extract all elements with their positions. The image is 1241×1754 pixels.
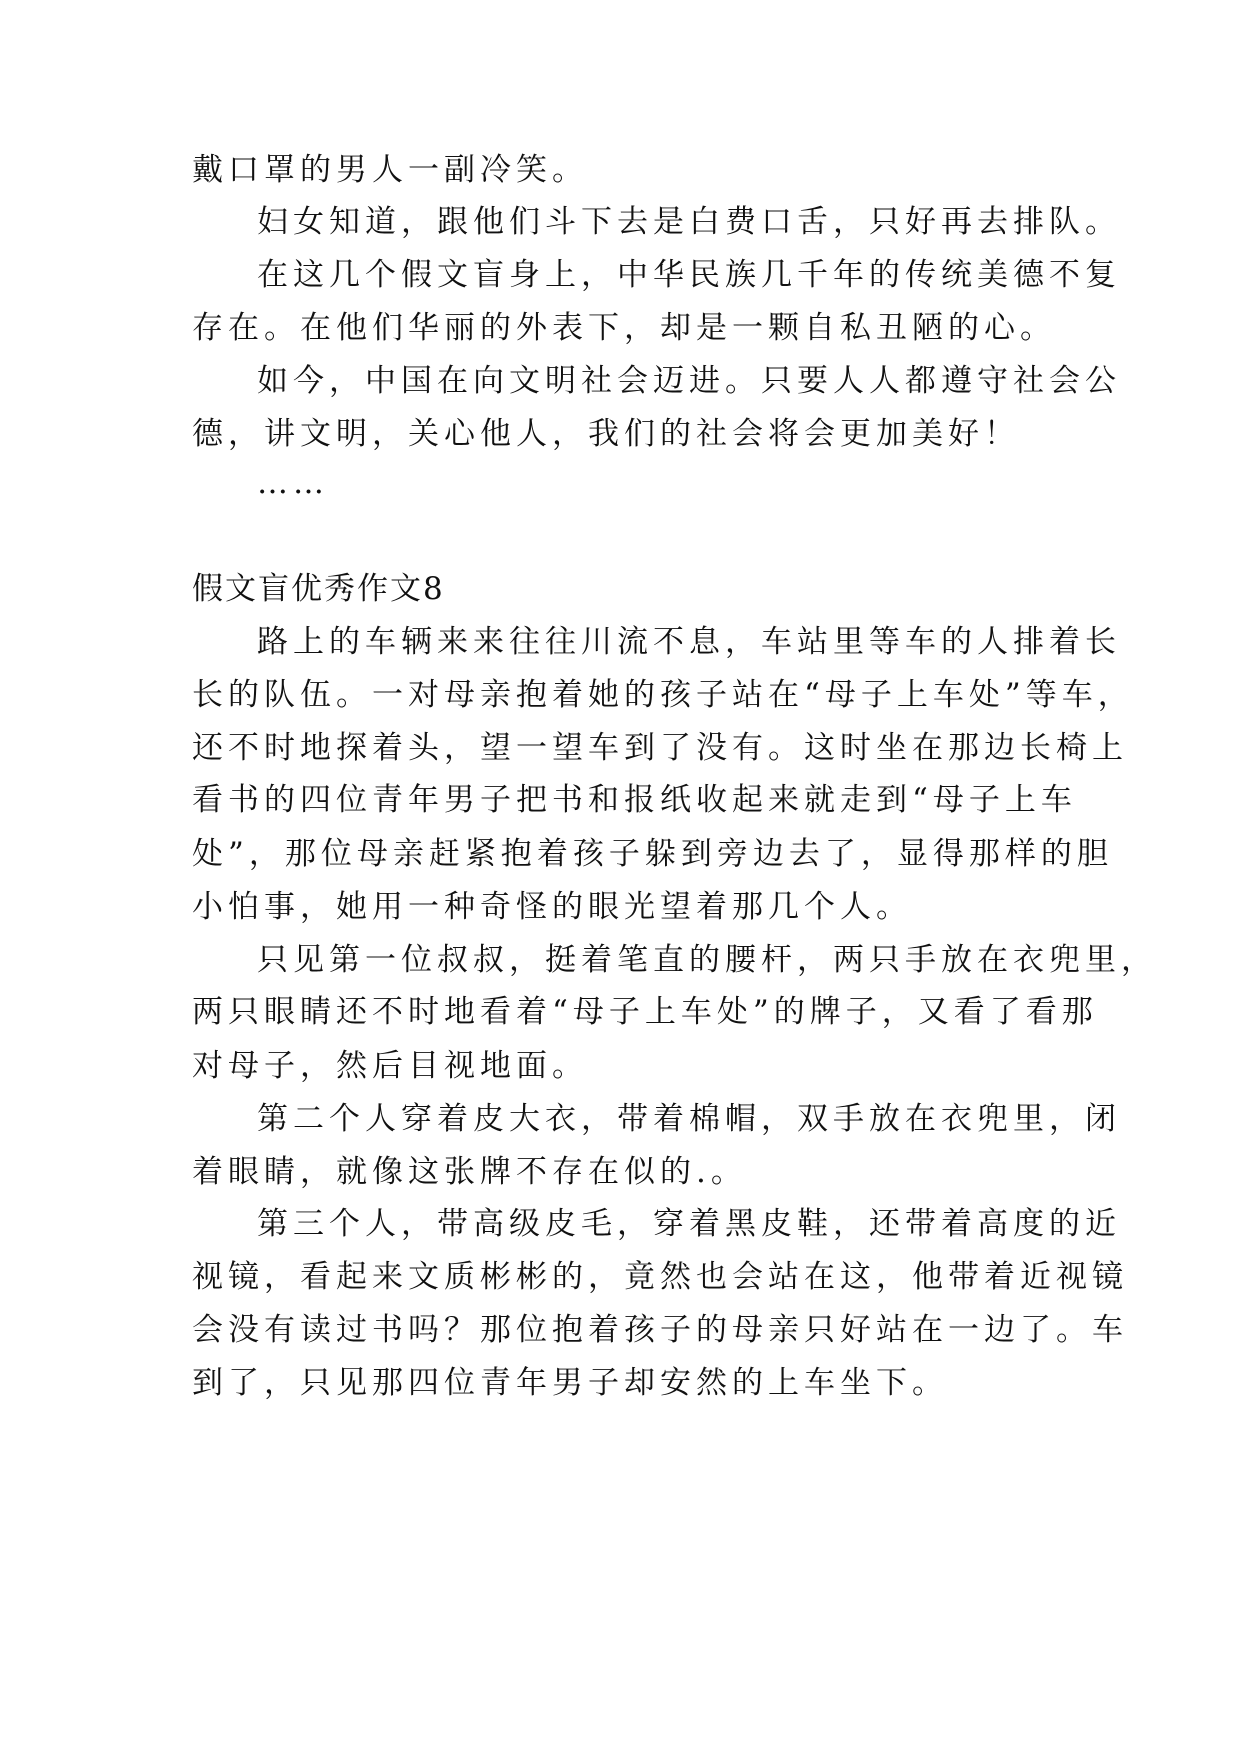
paragraph-line: 路上的车辆来来往往川流不息，车站里等车的人排着长 [257, 624, 1121, 660]
paragraph-line: 在这几个假文盲身上，中华民族几千年的传统美德不复 [257, 257, 1121, 293]
paragraph-line: 只见第一位叔叔，挺着笔直的腰杆，两只手放在衣兜里， [257, 942, 1157, 978]
paragraph-line: 如今，中国在向文明社会迈进。只要人人都遵守社会公 [257, 363, 1121, 399]
paragraph-line: 对母子，然后目视地面。 [192, 1048, 588, 1084]
paragraph-line: 存在。在他们华丽的外表下，却是一颗自私丑陋的心。 [192, 310, 1056, 346]
paragraph-line: 还不时地探着头，望一望车到了没有。这时坐在那边长椅上 [192, 730, 1128, 766]
paragraph-line: 第三个人，带高级皮毛，穿着黑皮鞋，还带着高度的近 [257, 1206, 1121, 1242]
paragraph-line: 小怕事，她用一种奇怪的眼光望着那几个人。 [192, 889, 912, 925]
paragraph-line: 两只眼睛还不时地看着“母子上车处”的牌子，又看了看那 [192, 994, 1098, 1030]
paragraph-line: 会没有读过书吗？那位抱着孩子的母亲只好站在一边了。车 [192, 1312, 1128, 1348]
paragraph-line: 第二个人穿着皮大衣，带着棉帽，双手放在衣兜里，闭 [257, 1101, 1121, 1137]
ellipsis-line: …… [257, 465, 329, 501]
section-heading: 假文盲优秀作文8 [192, 571, 445, 607]
paragraph-line: 到了，只见那四位青年男子却安然的上车坐下。 [192, 1365, 948, 1401]
paragraph-line: 长的队伍。一对母亲抱着她的孩子站在“母子上车处”等车， [192, 677, 1134, 713]
paragraph-line: 妇女知道，跟他们斗下去是白费口舌，只好再去排队。 [257, 204, 1121, 240]
paragraph-line: 看书的四位青年男子把书和报纸收起来就走到“母子上车 [192, 782, 1077, 818]
paragraph-line: 处”，那位母亲赶紧抱着孩子躲到旁边去了，显得那样的胆 [192, 836, 1113, 872]
paragraph-line: 德，讲文明，关心他人，我们的社会将会更加美好！ [192, 416, 1020, 452]
paragraph-line: 视镜，看起来文质彬彬的，竟然也会站在这，他带着近视镜 [192, 1259, 1128, 1295]
paragraph-line: 戴口罩的男人一副冷笑。 [192, 152, 588, 188]
paragraph-line: 着眼睛，就像这张牌不存在似的.。 [192, 1154, 747, 1190]
